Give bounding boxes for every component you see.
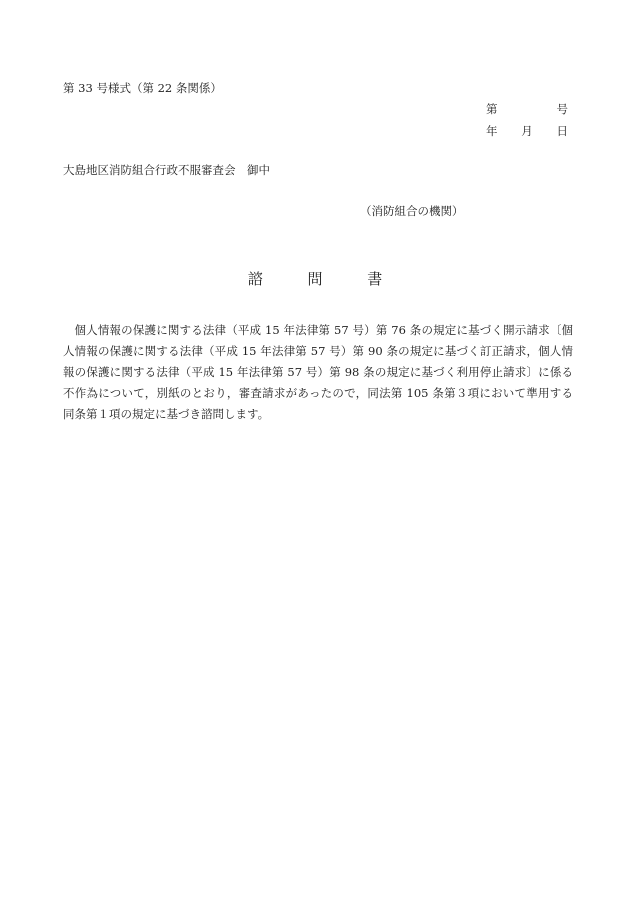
- title-char-2: 問: [307, 270, 323, 288]
- number-prefix: 第: [486, 102, 498, 116]
- document-title: [0, 268, 630, 289]
- document-date-line: [486, 123, 568, 139]
- date-month: 月: [521, 124, 533, 138]
- body-paragraph: [63, 320, 573, 425]
- document-number-line: [486, 101, 568, 117]
- sender-organization: （消防組合の機関）: [360, 204, 464, 218]
- date-year: 年: [486, 124, 498, 138]
- addressee: 大島地区消防組合行政不服審査会 御中: [63, 163, 270, 177]
- date-day: 日: [556, 124, 568, 138]
- title-char-1: 諮: [247, 270, 263, 288]
- body-text: 個人情報の保護に関する法律（平成 15 年法律第 57 号）第 76 条の規定に基づく開示請求〔個人情報の保護に関する法律（平成 15 年法律第 57 号）第 90 条の規定に基づく訂正請求，個人情報の保護に関する法律（平成 15 年法律第 57 号）第 98 条の規定に基づく利用停止請求〕に係る不作為について，別紙のとおり，審査請求があったので，同法第 105 条第３項において準用する同条第１項の規定に基づき諮問します。: [63, 323, 573, 421]
- form-identifier: 第 33 号様式（第 22 条関係）: [63, 81, 222, 95]
- number-suffix: 号: [556, 102, 568, 116]
- title-char-3: 書: [367, 270, 383, 288]
